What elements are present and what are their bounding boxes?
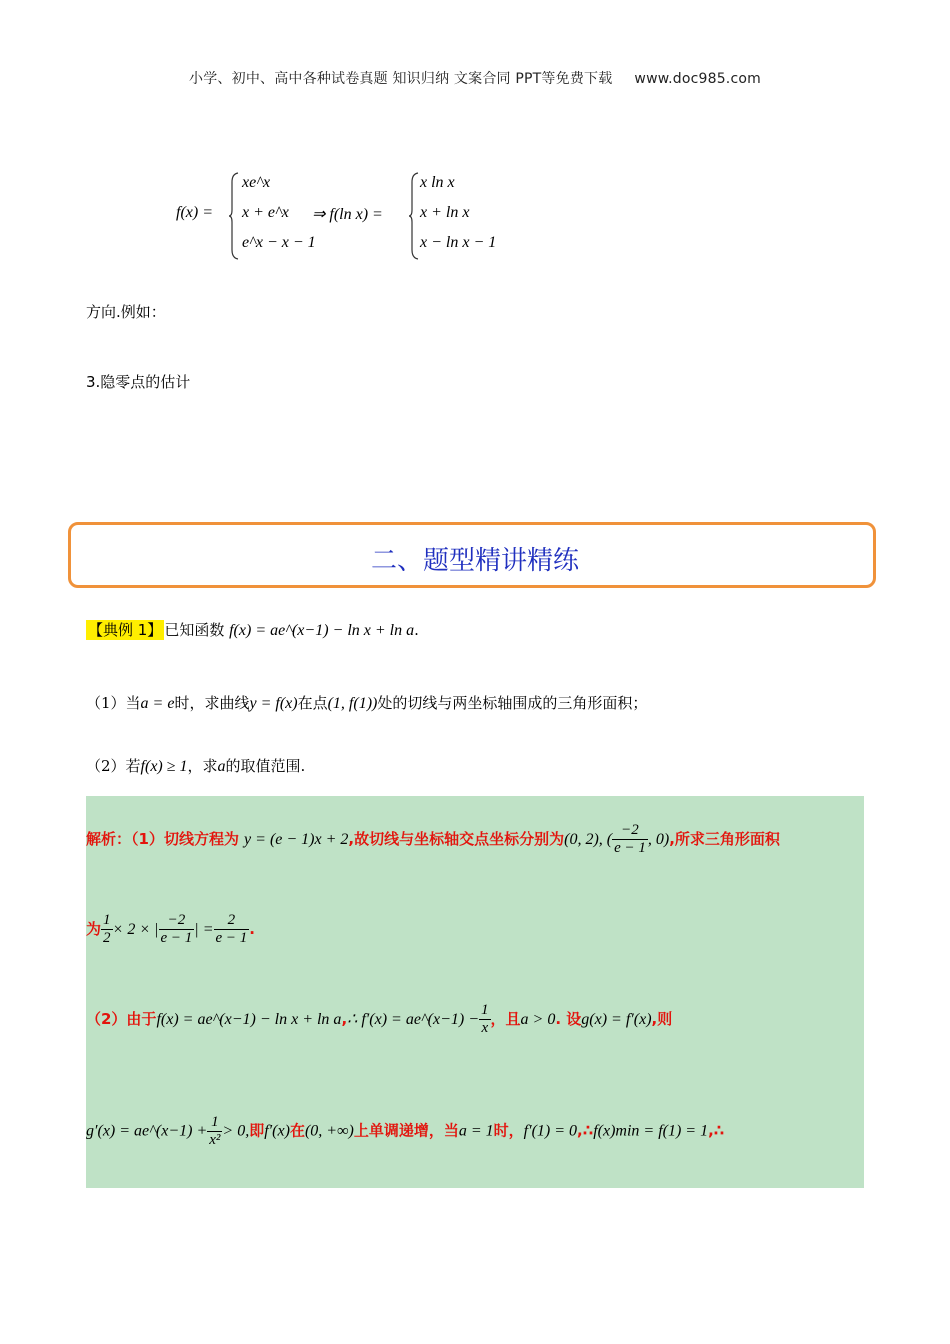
sol-l2-half	[101, 912, 113, 947]
formula-arrow-rhs: ⇒ f(ln x) =	[312, 206, 383, 223]
frac-num: 1	[103, 912, 111, 928]
sol-l3-text-e: ,则	[651, 1010, 673, 1028]
q1-point: (1, f(1))	[327, 695, 378, 712]
sol-l4-min: f(x)min = f(1) = 1	[593, 1122, 709, 1140]
sol-l4-value: f′(1) = 0	[523, 1122, 578, 1140]
frac-num: −2	[612, 822, 648, 840]
formula-lhs: f(x) =	[176, 204, 213, 221]
question-1	[86, 692, 647, 713]
paragraph-hidden-zero: 3.隐零点的估计	[86, 373, 191, 391]
example-line	[86, 619, 419, 640]
q2-condition: f(x) ≥ 1	[140, 758, 188, 775]
case-right-3: x − ln x − 1	[420, 234, 497, 251]
solution-line-4	[86, 1114, 724, 1149]
sol-l3-prefix: （2）由于	[86, 1010, 157, 1028]
sol-l4-interval: (0, +∞)	[304, 1122, 354, 1140]
q2-variable: a	[217, 758, 226, 775]
sol-l3-frac	[479, 1002, 491, 1037]
formula-block	[170, 170, 510, 265]
q1-text-d: 处的切线与两坐标轴围成的三角形面积；	[377, 694, 648, 712]
sol-l4-text-d: 时，	[493, 1121, 524, 1140]
sol-tangent-eq: y = (e − 1)x + 2	[244, 831, 349, 848]
sol-points-b: , 0)	[647, 831, 670, 848]
case-left-1: xe^x	[242, 174, 271, 191]
sol-l4-frac	[207, 1114, 222, 1149]
solution-line-3	[86, 1002, 672, 1037]
case-left-3: e^x − x − 1	[242, 234, 316, 251]
example-intro: 已知函数	[164, 621, 225, 639]
frac-den: x²	[209, 1132, 221, 1148]
frac-den: e − 1	[215, 930, 248, 946]
question-2	[86, 755, 305, 776]
frac-den: e − 1	[160, 930, 193, 946]
sol-l1-text-b: ,故切线与坐标轴交点坐标分别为	[348, 830, 565, 848]
sol-l3-text-d: . 设	[555, 1010, 582, 1028]
frac-num: −2	[159, 912, 195, 930]
sol-l3-func: f(x) = ae^(x−1) − ln x + ln a	[156, 1011, 342, 1028]
sol-points-a: (0, 2), (	[564, 831, 613, 848]
q1-curve: y = f(x)	[249, 695, 298, 712]
sol-l4-text-a: 即	[249, 1121, 265, 1140]
frac-num: 1	[207, 1114, 222, 1132]
example-badge: 【典例 1】	[88, 621, 163, 639]
q1-text-c: 在点	[297, 694, 328, 712]
sol-l4-text-e: ,∴	[577, 1121, 594, 1140]
q2-text-b: ，求	[187, 757, 218, 775]
sol-l1-text-c: ,所求三角形面积	[669, 830, 780, 848]
frac-den: 2	[103, 930, 111, 946]
frac-den: x	[481, 1020, 489, 1036]
sol-l4-g: g′(x) = ae^(x−1) +	[86, 1122, 208, 1140]
q1-text-b: 时，求曲线	[174, 694, 250, 712]
sol-l3-cond: a > 0	[520, 1011, 556, 1028]
case-right-2: x + ln x	[420, 204, 470, 221]
sol-l4-text-b: 在	[289, 1121, 305, 1140]
example-end: .	[414, 621, 419, 639]
sol-l3-comma: ,	[341, 1010, 348, 1028]
sol-l2-frac2	[214, 912, 250, 947]
example-func: f(x) = ae^(x−1) − ln x + ln a	[229, 622, 415, 639]
sol-l4-gt: > 0,	[222, 1122, 250, 1140]
left-brace	[228, 172, 240, 260]
header-text: 小学、初中、高中各种试卷真题 知识归纳 文案合同 PPT等免费下载	[189, 71, 613, 87]
sol-l1-label: 解析：（1）切线方程为	[86, 830, 239, 848]
q1-prefix: （1）当	[86, 694, 141, 712]
frac-num: 1	[481, 1002, 489, 1018]
case-right-1: x ln x	[420, 174, 455, 191]
sol-l4-fprime: f′(x)	[264, 1122, 290, 1140]
sol-l4-cond: a = 1	[458, 1122, 494, 1140]
sol-l2-mid: × 2 × |	[112, 921, 159, 938]
sol-l4-text-f: ,∴	[708, 1121, 725, 1140]
q2-prefix: （2）若	[86, 757, 141, 775]
frac-num: 2	[214, 912, 250, 930]
header-url[interactable]: www.doc985.com	[634, 71, 761, 87]
frac-den: e − 1	[614, 840, 646, 856]
case-left-2: x + e^x	[242, 204, 289, 221]
q2-text-c: 的取值范围.	[225, 757, 306, 775]
q1-condition: a = e	[140, 695, 175, 712]
sol-l3-g: g(x) = f′(x)	[581, 1011, 652, 1028]
section-title: 二、题型精讲精练	[370, 546, 579, 576]
sol-l2-eq: | =	[194, 921, 214, 938]
sol-l4-text-c: 上单调递增，当	[353, 1121, 459, 1140]
page-header	[0, 68, 950, 88]
sol-l2-prefix: 为	[86, 920, 102, 938]
solution-line-2	[86, 912, 255, 947]
right-brace	[408, 172, 420, 260]
sol-l2-end: .	[249, 920, 255, 938]
sol-l3-deriv: ∴ f′(x) = ae^(x−1) −	[347, 1011, 480, 1028]
sol-l2-frac1	[159, 912, 195, 947]
sol-l3-text-c: ，且	[490, 1010, 521, 1028]
paragraph-direction: 方向.例如：	[86, 303, 166, 321]
sol-l1-fraction	[612, 822, 648, 857]
solution-line-1	[86, 822, 864, 857]
